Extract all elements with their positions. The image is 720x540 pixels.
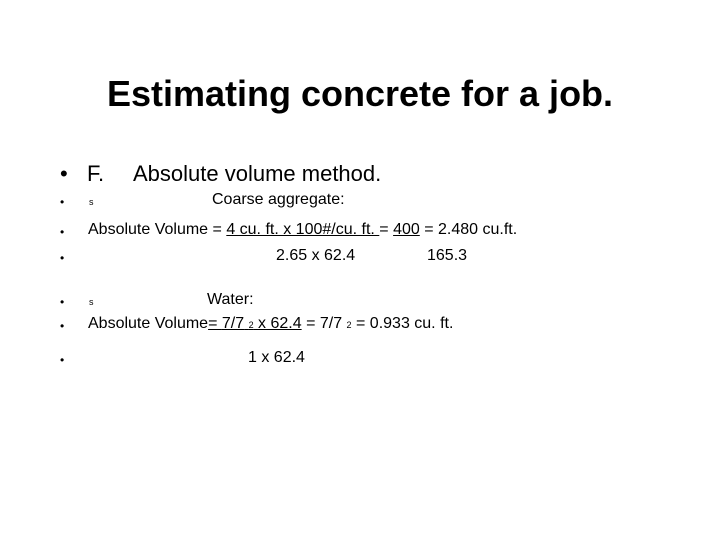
formula-line-coarse [88,220,517,240]
formula-eq: = [379,221,394,238]
formula-numerator-2: 400 [393,221,420,238]
bullet-small: • [60,195,65,209]
formula-result: = 0.933 cu. ft. [351,315,454,332]
formula-lead: Absolute Volume = [88,221,227,238]
formula-subscript-2: 2 [346,320,352,330]
formula-eq: = [208,315,222,332]
formula-fraction: 7/7 [221,315,245,332]
bullet-small: • [60,353,65,367]
formula-line-water [88,314,453,334]
formula-denominator: 2.65 x 62.4 [276,247,356,264]
section-letter: F. [87,161,105,186]
bullet-small: • [60,251,65,265]
water-label: Water: [207,291,254,308]
coarse-aggregate-label: Coarse aggregate: [212,191,345,208]
formula-numerator: 4 cu. ft. x 100#/cu. ft. [226,221,380,238]
section-heading: Absolute volume method. [133,161,382,186]
formula-fraction-rest: x 62.4 [253,315,302,332]
formula-denominator-2: 165.3 [427,247,468,264]
marker-s: s [89,197,94,207]
formula-eq-underlined [208,315,302,332]
formula-lead: Absolute Volume [88,315,209,332]
marker-s: s [89,297,94,307]
slide-title: Estimating concrete for a job. [106,73,614,114]
formula-subscript: 2 [248,320,254,330]
water-denominator: 1 x 62.4 [248,349,305,366]
bullet-small: • [60,225,65,239]
bullet-small: • [60,319,65,333]
formula-result: = 2.480 cu.ft. [419,221,518,238]
formula-mid: = 7/7 [301,315,347,332]
bullet-main: • [60,161,68,186]
bullet-small: • [60,295,65,309]
